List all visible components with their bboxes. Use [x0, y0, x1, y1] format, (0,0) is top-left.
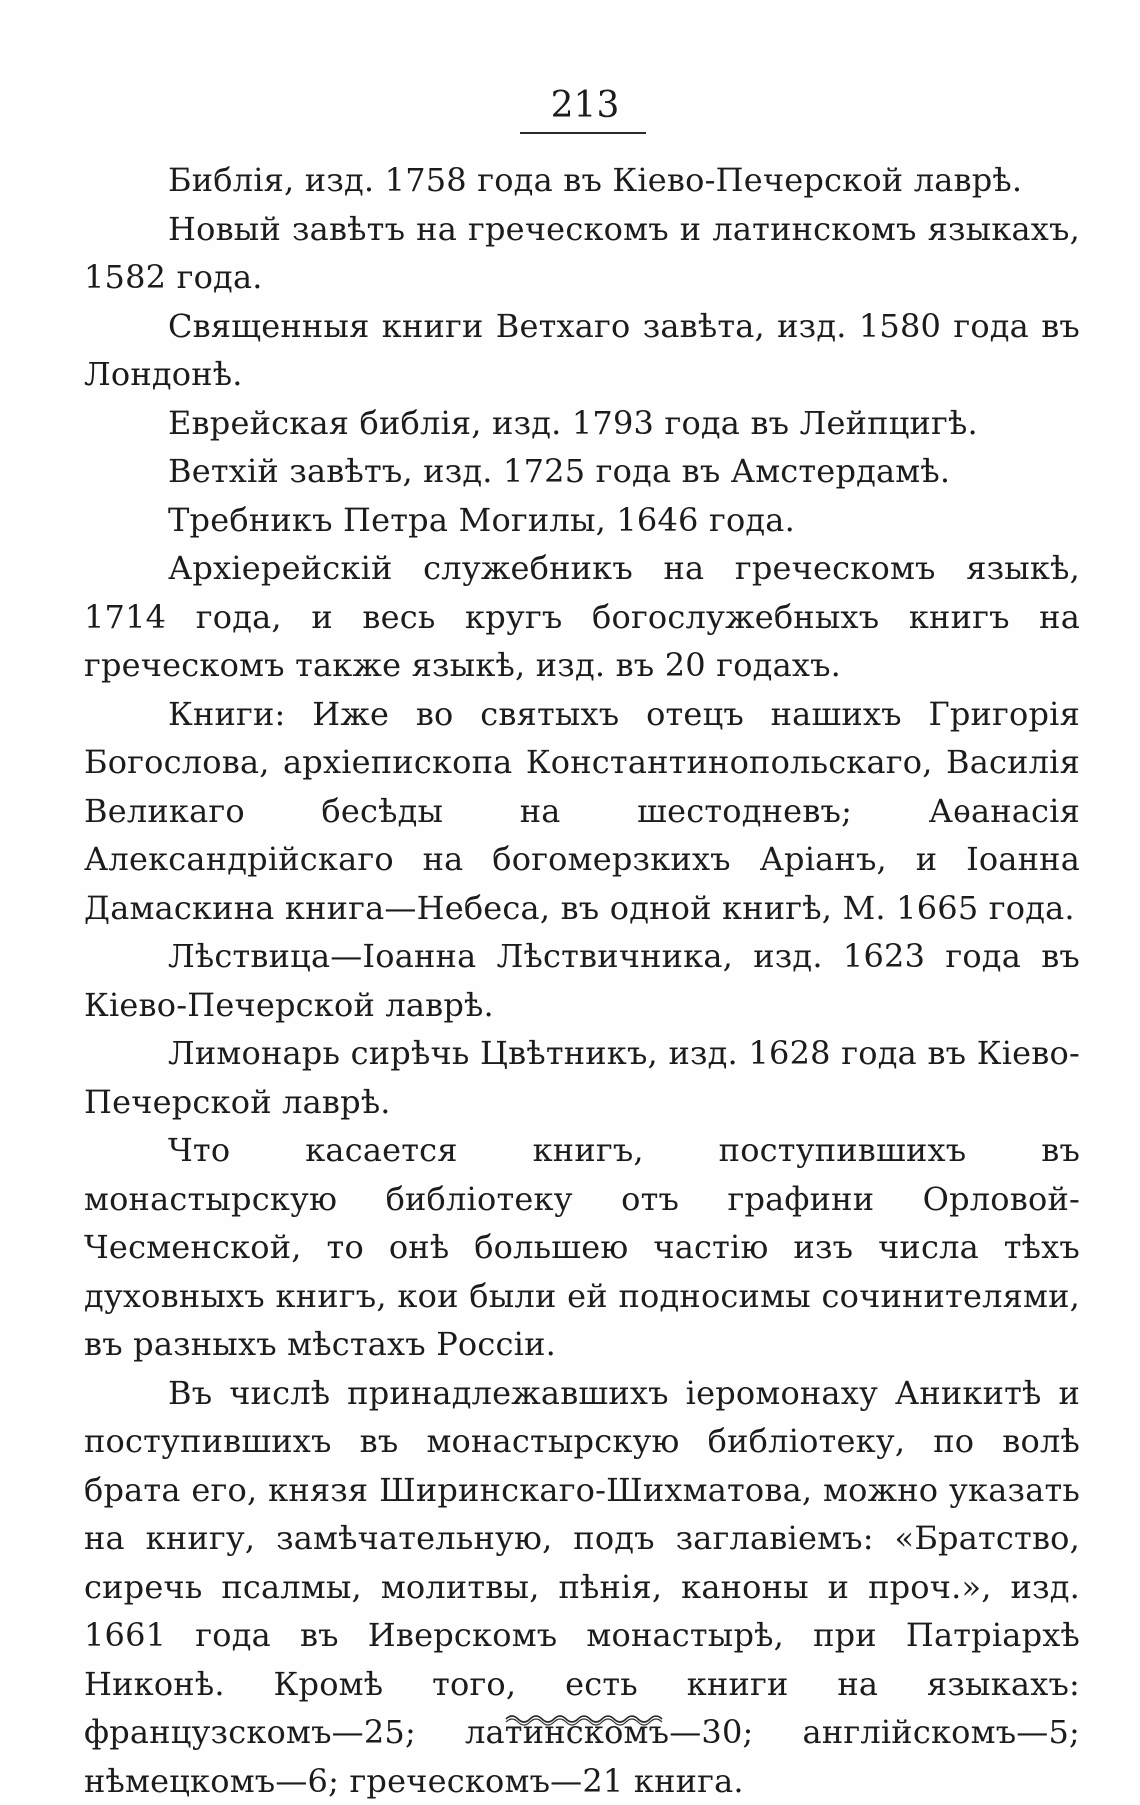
page-number: 213	[520, 84, 650, 128]
body-text	[84, 156, 1080, 1805]
paragraph: Въ числѣ принадлежавшихъ іеромонаху Аникитѣ и поступившихъ въ монастырскую библіотеку, по волѣ брата его, князя Ширинскаго-Шихматова, можно указать на книгу, замѣчательную, подъ заглавіемъ: «Братство, сиречь псалмы, молитвы, пѣнія, каноны и проч.», изд. 1661 года въ Иверскомъ монастырѣ, при Патріархѣ Никонѣ. Кромѣ того, есть книги на языкахъ: французскомъ—25; латинскомъ—30; англійскомъ—5; нѣмецкомъ—6; греческомъ—21 книга.	[84, 1369, 1080, 1805]
paragraph: Книги: Иже во святыхъ отецъ нашихъ Григорія Богослова, архіепископа Константинопольскаго, Василія Великаго бесѣды на шестодневъ; Аѳанасія Александрійскаго на богомерзкихъ Аріанъ, и Іоанна Дамаскина книга—Небеса, въ одной книгѣ, М. 1665 года.	[84, 690, 1080, 933]
paragraph: Лѣствица—Іоанна Лѣствичника, изд. 1623 года въ Кіево-Печерской лаврѣ.	[84, 932, 1080, 1029]
paragraph: Лимонарь сирѣчь Цвѣтникъ, изд. 1628 года въ Кіево-Печерской лаврѣ.	[84, 1029, 1080, 1126]
paragraph: Еврейская библія, изд. 1793 года въ Лейпцигѣ.	[84, 399, 1080, 448]
paragraph: Ветхій завѣтъ, изд. 1725 года въ Амстердамѣ.	[84, 447, 1080, 496]
header-rule	[520, 132, 646, 134]
paragraph: Требникъ Петра Могилы, 1646 года.	[84, 496, 1080, 545]
end-ornament	[504, 1712, 664, 1726]
paragraph: Священныя книги Ветхаго завѣта, изд. 1580 года въ Лондонѣ.	[84, 302, 1080, 399]
paragraph: Новый завѣтъ на греческомъ и латинскомъ языкахъ, 1582 года.	[84, 205, 1080, 302]
paragraph: Архіерейскій служебникъ на греческомъ языкѣ, 1714 года, и весь кругъ богослужебныхъ книгъ на греческомъ также языкѣ, изд. въ 20 годахъ.	[84, 544, 1080, 690]
paragraph: Библія, изд. 1758 года въ Кіево-Печерской лаврѣ.	[84, 156, 1080, 205]
paragraph: Что касается книгъ, поступившихъ въ монастырскую библіотеку отъ графини Орловой-Чесменской, то онѣ большею частію изъ числа тѣхъ духовныхъ книгъ, кои были ей подносимы сочинителями, въ разныхъ мѣстахъ Россіи.	[84, 1126, 1080, 1369]
